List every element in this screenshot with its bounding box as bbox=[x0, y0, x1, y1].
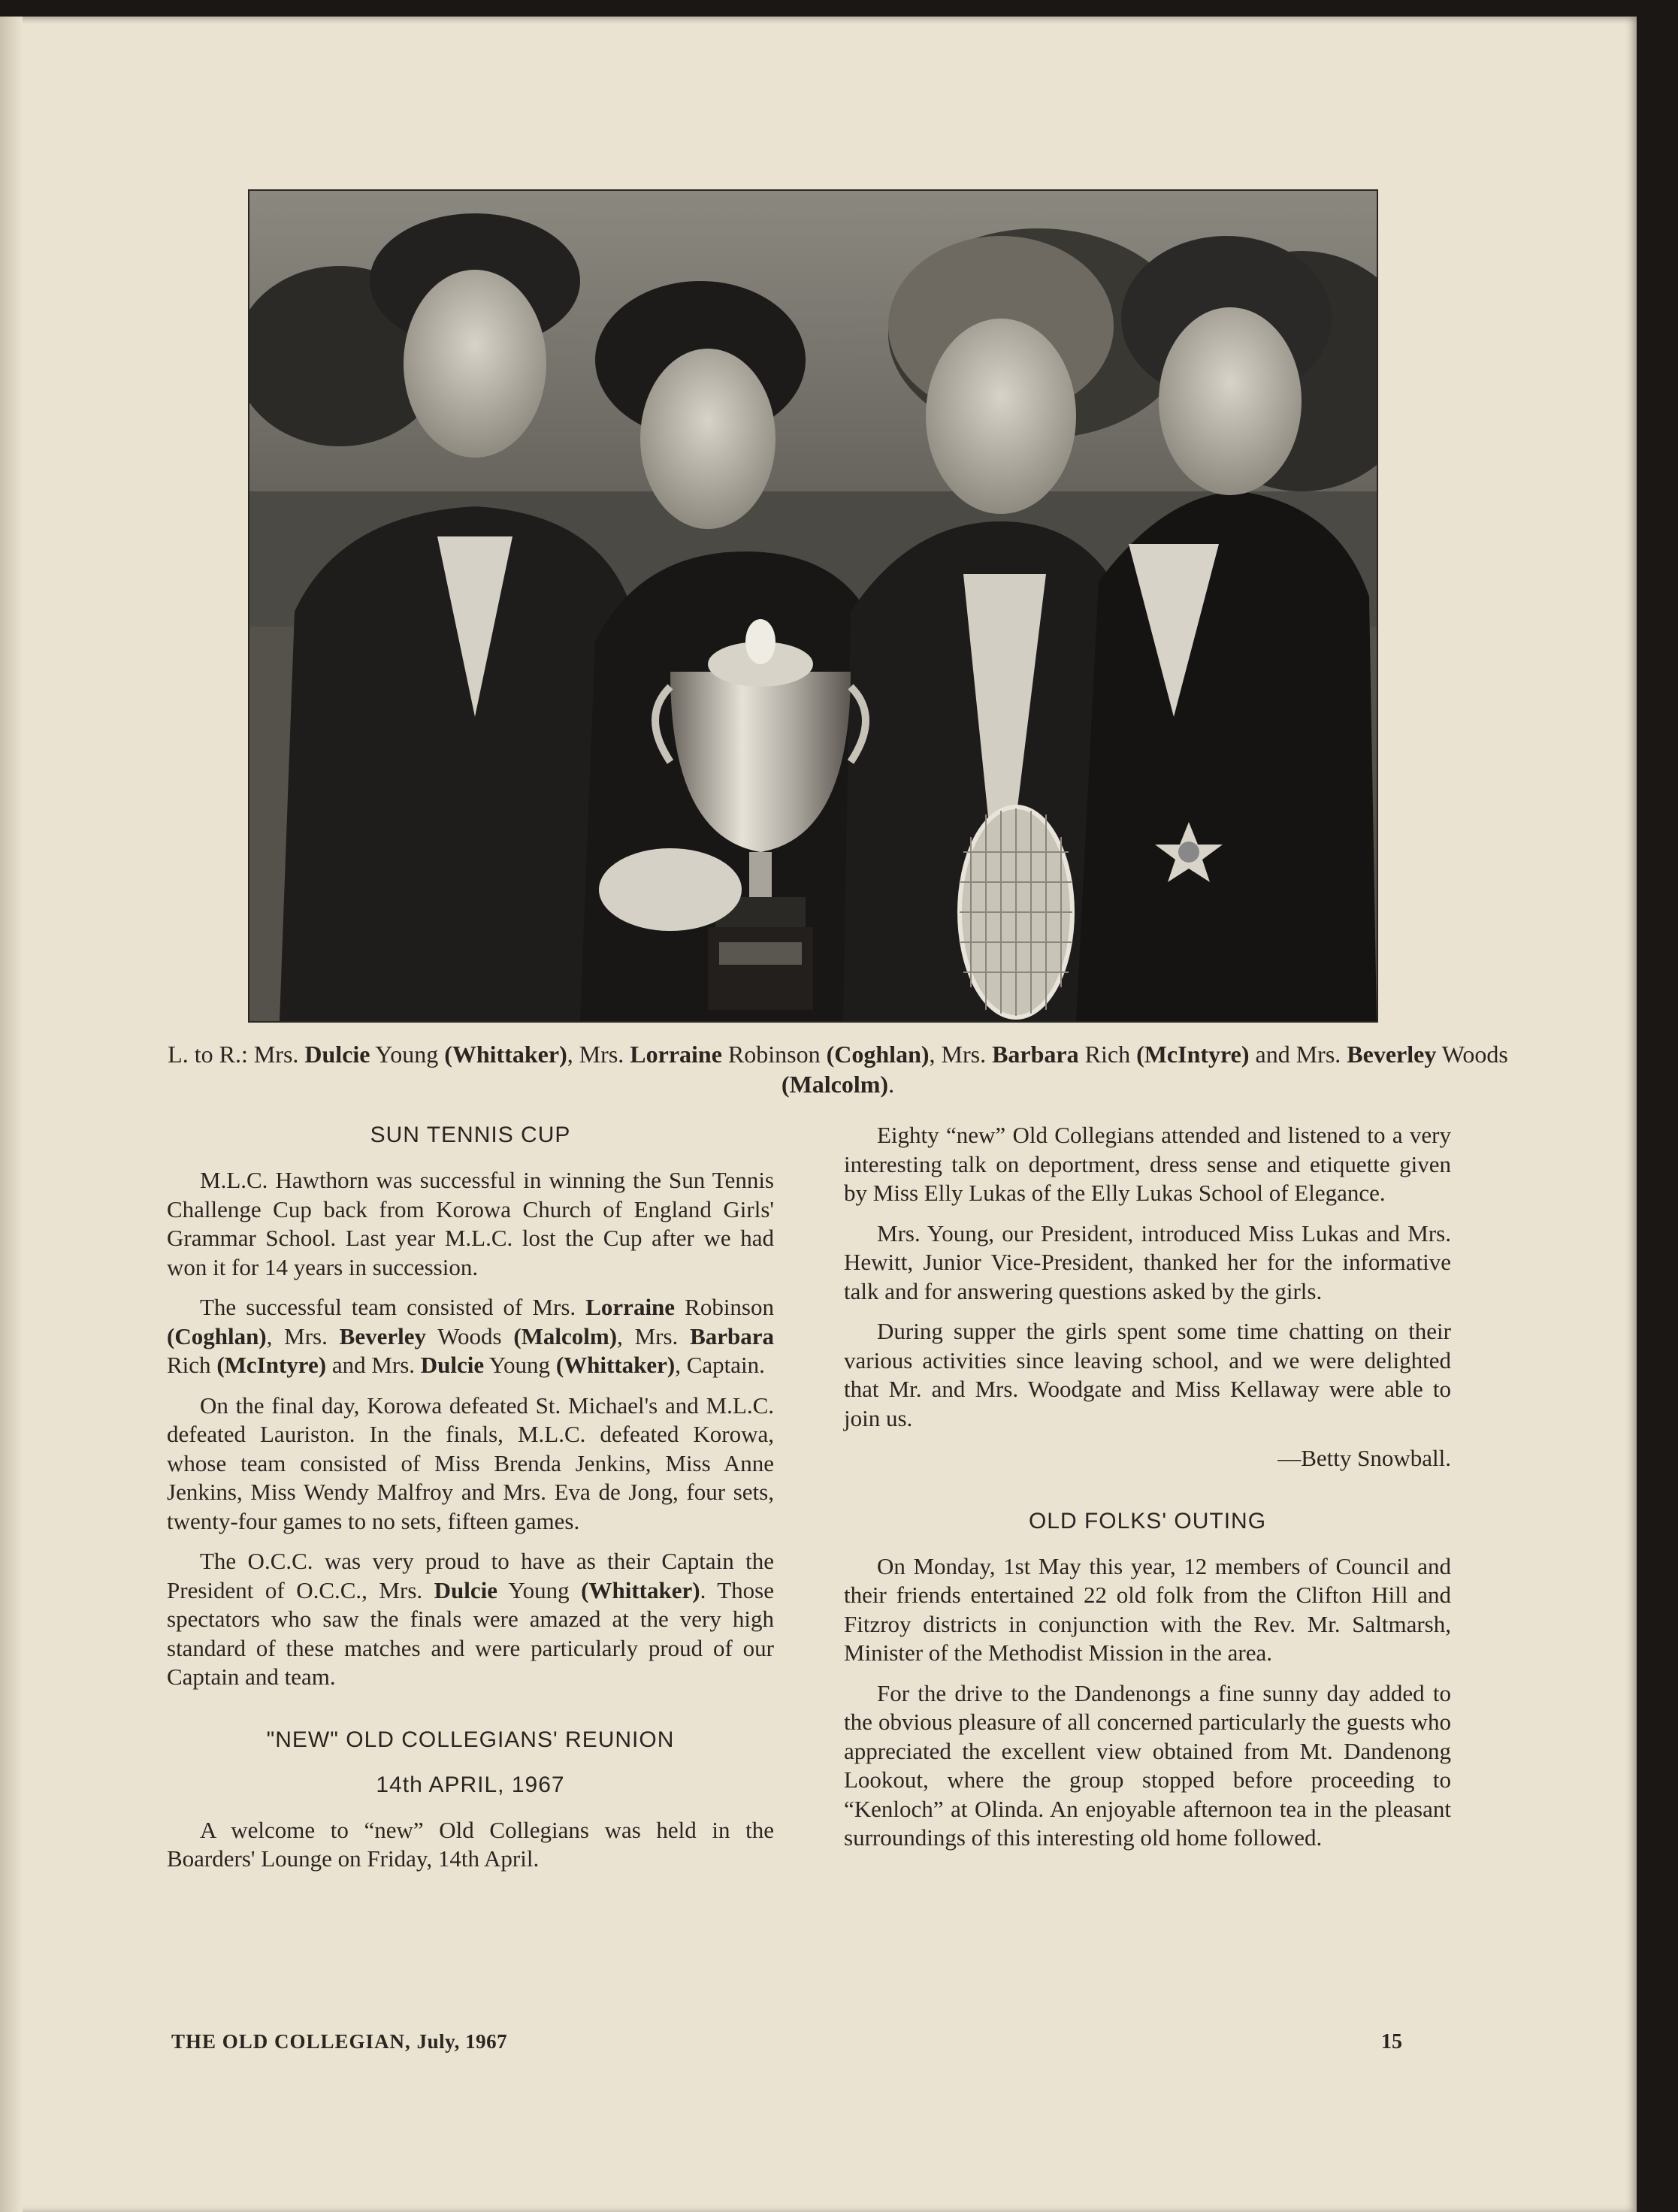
reunion-paragraph-1: A welcome to “new” Old Collegians was held in the Boarders' Lounge on Friday, 14th April. bbox=[167, 1816, 774, 1872]
reunion-paragraph-4: During supper the girls spent some time chatting on their various activities since leaving school, and we were delighted that Mr. and Mrs. Woodgate and Miss Kellaway were able to join us. bbox=[844, 1318, 1451, 1431]
tennis-paragraph-4: The O.C.C. was very proud to have as their Captain the President of O.C.C., Mrs. Dulcie Young (Whittaker). Those spectators who saw the finals were amazed at the very high standard of these matches and were particularly proud of our Captain and team. bbox=[167, 1548, 775, 1690]
tennis-paragraph-2: The successful team consisted of Mrs. Lorraine Robinson (Coghlan), Mrs. Beverley Woods (Malcolm), Mrs. Barbara Rich (McIntyre) and Mrs. Dulcie Young (Whittaker), Captain. bbox=[167, 1294, 774, 1378]
tennis-paragraph-1: M.L.C. Hawthorn was successful in winning the Sun Tennis Challenge Cup back from Korowa Church of England Girls' Grammar School. Last year M.L.C. lost the Cup after we had won it for 14 years in succession. bbox=[167, 1167, 774, 1280]
left-column bbox=[167, 1121, 774, 1885]
reunion-paragraph-2: Eighty “new” Old Collegians attended and listened to a very interesting talk on deportment, dress sense and etiquette given by Miss Elly Lukas of the Elly Lukas School of Elegance. bbox=[844, 1122, 1451, 1206]
tennis-paragraph-3: On the final day, Korowa defeated St. Michael's and M.L.C. defeated Lauriston. In the finals, M.L.C. defeated Korowa, whose team consisted of Miss Brenda Jenkins, Miss Anne Jenkins, Miss Wendy Malfroy and Mrs. Eva de Jong, four sets, twenty-four games to no sets, fifteen games. bbox=[167, 1392, 774, 1534]
group-photo-illustration bbox=[249, 191, 1377, 1021]
publication-name: THE OLD COLLEGIAN, bbox=[171, 2030, 411, 2053]
publication-date: July, 1967 bbox=[416, 2030, 508, 2053]
reunion-paragraph-3: Mrs. Young, our President, introduced Miss Lukas and Mrs. Hewitt, Junior Vice-President, thanked her for the informative talk and for answering questions asked by the girls. bbox=[844, 1219, 1451, 1304]
group-photo bbox=[248, 189, 1378, 1023]
old-folks-outing-heading: OLD FOLKS' OUTING bbox=[1028, 1508, 1267, 1534]
page-number: 15 bbox=[1381, 2030, 1402, 2053]
outing-paragraph-1: On Monday, 1st May this year, 12 members of Council and their friends entertained 22 old folk from the Clifton Hill and Fitzroy districts in conjunction with the Rev. Mr. Saltmarsh, Minister of the Methodist Mission in the area. bbox=[844, 1552, 1451, 1666]
photo-caption: L. to R.: Mrs. Dulcie Young (Whittaker), Mrs. Lorraine Robinson (Coghlan), Mrs. Barbara Rich (McIntyre) and Mrs. Beverley Woods (Malcolm). bbox=[168, 1041, 1508, 1098]
page-binding-edge bbox=[0, 17, 23, 2212]
outing-paragraph-2: For the drive to the Dandenongs a fine sunny day added to the obvious pleasure of all concerned particularly the guests who appreciated the excellent view obtained from Mt. Dandenong Lookout, where the group stopped before proceeding to “Kenloch” at Olinda. An enjoyable afternoon tea in the pleasant surroundings of this interesting old home followed. bbox=[844, 1679, 1451, 1851]
reunion-date: 14th APRIL, 1967 bbox=[376, 1772, 565, 1797]
reunion-signature: —Betty Snowball. bbox=[1277, 1445, 1451, 1471]
reunion-heading: "NEW" OLD COLLEGIANS' REUNION bbox=[266, 1727, 675, 1752]
right-column bbox=[844, 1121, 1451, 1864]
sun-tennis-cup-heading: SUN TENNIS CUP bbox=[370, 1123, 571, 1147]
footer-publication bbox=[171, 2030, 507, 2053]
